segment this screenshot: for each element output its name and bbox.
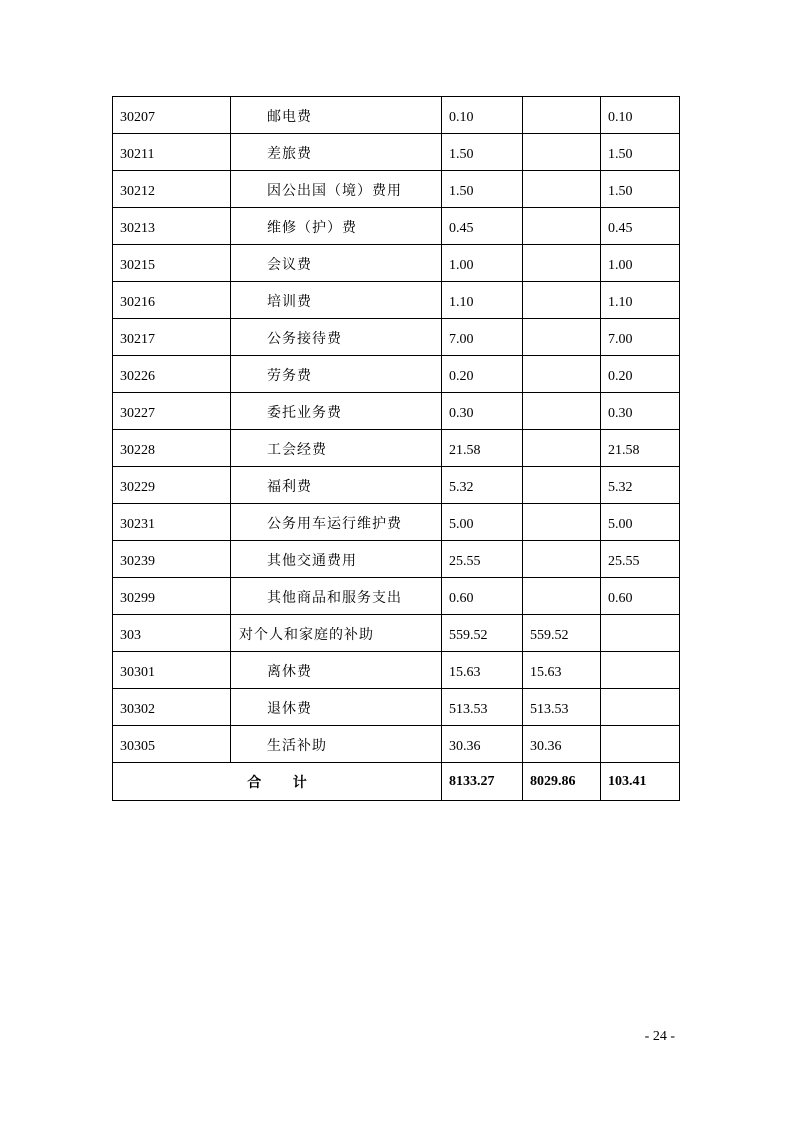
basic-cell [523, 467, 601, 504]
total-cell: 21.58 [442, 430, 523, 467]
total-cell: 559.52 [442, 615, 523, 652]
code-cell: 30215 [113, 245, 231, 282]
total-cell: 25.55 [442, 541, 523, 578]
total-cell: 1.10 [442, 282, 523, 319]
total-cell: 1.50 [442, 171, 523, 208]
name-cell: 邮电费 [231, 97, 442, 134]
project-cell: 7.00 [601, 319, 680, 356]
code-cell: 30239 [113, 541, 231, 578]
budget-table [112, 96, 680, 801]
project-cell: 0.45 [601, 208, 680, 245]
table-body [113, 97, 680, 801]
table-row [113, 134, 680, 171]
project-cell [601, 689, 680, 726]
name-cell: 生活补助 [231, 726, 442, 763]
code-cell: 30231 [113, 504, 231, 541]
table-row [113, 615, 680, 652]
table-row [113, 171, 680, 208]
project-cell: 0.30 [601, 393, 680, 430]
total-cell: 5.00 [442, 504, 523, 541]
table-row [113, 319, 680, 356]
total-cell: 5.32 [442, 467, 523, 504]
name-cell: 离休费 [231, 652, 442, 689]
total-cell: 15.63 [442, 652, 523, 689]
table-row [113, 652, 680, 689]
name-cell: 其他商品和服务支出 [231, 578, 442, 615]
project-cell: 0.10 [601, 97, 680, 134]
total-label: 合 计 [113, 763, 442, 801]
total-cell: 1.00 [442, 245, 523, 282]
table-row [113, 467, 680, 504]
basic-cell [523, 393, 601, 430]
project-cell: 5.32 [601, 467, 680, 504]
name-cell: 其他交通费用 [231, 541, 442, 578]
table-row [113, 578, 680, 615]
table-row [113, 208, 680, 245]
total-cell: 30.36 [442, 726, 523, 763]
table-row [113, 282, 680, 319]
basic-cell [523, 208, 601, 245]
total-cell: 0.45 [442, 208, 523, 245]
code-cell: 30213 [113, 208, 231, 245]
code-cell: 30211 [113, 134, 231, 171]
basic-cell [523, 97, 601, 134]
name-cell: 劳务费 [231, 356, 442, 393]
code-cell: 30302 [113, 689, 231, 726]
total-cell: 0.30 [442, 393, 523, 430]
basic-cell: 559.52 [523, 615, 601, 652]
code-cell: 30301 [113, 652, 231, 689]
name-cell: 因公出国（境）费用 [231, 171, 442, 208]
code-cell: 303 [113, 615, 231, 652]
project-cell: 1.10 [601, 282, 680, 319]
total-cell: 0.20 [442, 356, 523, 393]
table-row [113, 689, 680, 726]
table-row [113, 541, 680, 578]
code-cell: 30305 [113, 726, 231, 763]
total-cell: 1.50 [442, 134, 523, 171]
basic-cell: 30.36 [523, 726, 601, 763]
basic-cell [523, 356, 601, 393]
code-cell: 30299 [113, 578, 231, 615]
project-cell: 0.60 [601, 578, 680, 615]
project-cell: 25.55 [601, 541, 680, 578]
basic-cell [523, 282, 601, 319]
total-cell: 513.53 [442, 689, 523, 726]
basic-cell [523, 504, 601, 541]
project-cell: 1.00 [601, 245, 680, 282]
name-cell: 培训费 [231, 282, 442, 319]
basic-cell [523, 541, 601, 578]
project-cell: 21.58 [601, 430, 680, 467]
project-cell [601, 652, 680, 689]
basic-cell [523, 245, 601, 282]
code-cell: 30212 [113, 171, 231, 208]
basic-cell: 513.53 [523, 689, 601, 726]
table-row [113, 430, 680, 467]
code-cell: 30229 [113, 467, 231, 504]
project-cell [601, 615, 680, 652]
code-cell: 30207 [113, 97, 231, 134]
basic-cell [523, 319, 601, 356]
code-cell: 30228 [113, 430, 231, 467]
table-row [113, 393, 680, 430]
code-cell: 30227 [113, 393, 231, 430]
name-cell: 维修（护）费 [231, 208, 442, 245]
total-row [113, 763, 680, 801]
code-cell: 30217 [113, 319, 231, 356]
name-cell: 会议费 [231, 245, 442, 282]
name-cell: 退休费 [231, 689, 442, 726]
name-cell: 工会经费 [231, 430, 442, 467]
code-cell: 30216 [113, 282, 231, 319]
total-cell: 7.00 [442, 319, 523, 356]
basic-cell [523, 430, 601, 467]
project-cell: 5.00 [601, 504, 680, 541]
table-row [113, 726, 680, 763]
table-row [113, 97, 680, 134]
name-cell: 对个人和家庭的补助 [231, 615, 442, 652]
table-row [113, 504, 680, 541]
basic-cell [523, 171, 601, 208]
basic-cell: 15.63 [523, 652, 601, 689]
table-row [113, 356, 680, 393]
table-row [113, 245, 680, 282]
name-cell: 公务接待费 [231, 319, 442, 356]
total-sum: 8133.27 [442, 763, 523, 801]
project-cell: 0.20 [601, 356, 680, 393]
name-cell: 差旅费 [231, 134, 442, 171]
total-project: 103.41 [601, 763, 680, 801]
project-cell: 1.50 [601, 171, 680, 208]
total-cell: 0.60 [442, 578, 523, 615]
total-cell: 0.10 [442, 97, 523, 134]
project-cell [601, 726, 680, 763]
name-cell: 福利费 [231, 467, 442, 504]
total-basic: 8029.86 [523, 763, 601, 801]
name-cell: 公务用车运行维护费 [231, 504, 442, 541]
basic-cell [523, 578, 601, 615]
page-number: - 24 - [644, 1029, 675, 1044]
name-cell: 委托业务费 [231, 393, 442, 430]
code-cell: 30226 [113, 356, 231, 393]
basic-cell [523, 134, 601, 171]
project-cell: 1.50 [601, 134, 680, 171]
